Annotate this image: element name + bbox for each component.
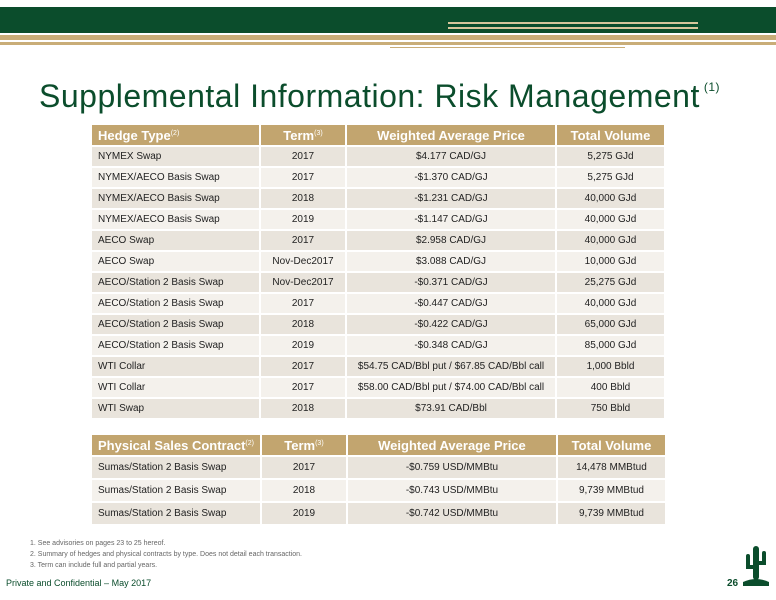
cell-price: $58.00 CAD/Bbl put / $74.00 CAD/Bbl call (347, 378, 555, 397)
cell-volume: 40,000 GJd (557, 189, 664, 208)
cell-price: $2.958 CAD/GJ (347, 231, 555, 250)
table-row (92, 336, 664, 355)
footnote-1: 1. See advisories on pages 23 to 25 hereof. (30, 540, 166, 547)
cell-volume: 40,000 GJd (557, 210, 664, 229)
cell-volume: 5,275 GJd (557, 168, 664, 187)
cell-term: 2018 (261, 189, 345, 208)
cell-price: -$1.147 CAD/GJ (347, 210, 555, 229)
table-row (92, 189, 664, 208)
cell-volume: 9,739 MMBtud (558, 503, 665, 524)
cell-price: -$0.447 CAD/GJ (347, 294, 555, 313)
cell-term: 2017 (261, 231, 345, 250)
cell-type: NYMEX/AECO Basis Swap (92, 168, 259, 187)
banner-stripe (448, 27, 698, 29)
cell-volume: 40,000 GJd (557, 294, 664, 313)
cell-volume: 14,478 MMBtud (558, 457, 665, 478)
cell-term: 2019 (261, 210, 345, 229)
cell-price: -$0.742 USD/MMBtu (348, 503, 556, 524)
cell-type: NYMEX Swap (92, 147, 259, 166)
table-row (92, 378, 664, 397)
header-volume: Total Volume (558, 435, 665, 455)
cell-type: NYMEX/AECO Basis Swap (92, 189, 259, 208)
cell-type: Sumas/Station 2 Basis Swap (92, 480, 260, 501)
cell-term: 2017 (261, 294, 345, 313)
banner-tan-band (0, 35, 776, 40)
banner-line (390, 47, 625, 48)
cell-type: AECO/Station 2 Basis Swap (92, 273, 259, 292)
header-volume: Total Volume (557, 125, 664, 145)
cell-term: Nov-Dec2017 (261, 252, 345, 271)
physical-table-body (92, 457, 665, 524)
cell-price: -$0.348 CAD/GJ (347, 336, 555, 355)
physical-sales-table (90, 433, 667, 526)
cell-term: 2018 (261, 315, 345, 334)
page-number: 26 (727, 578, 739, 589)
hedge-table (90, 123, 666, 420)
header-price: Weighted Average Price (348, 435, 556, 455)
cell-type: AECO Swap (92, 252, 259, 271)
banner-tan-band (0, 42, 776, 45)
cell-type: AECO/Station 2 Basis Swap (92, 294, 259, 313)
cell-term: Nov-Dec2017 (261, 273, 345, 292)
cell-volume: 1,000 Bbld (557, 357, 664, 376)
table-row (92, 210, 664, 229)
cell-volume: 750 Bbld (557, 399, 664, 418)
cell-price: -$0.743 USD/MMBtu (348, 480, 556, 501)
cell-volume: 10,000 GJd (557, 252, 664, 271)
cell-type: NYMEX/AECO Basis Swap (92, 210, 259, 229)
table-row (92, 480, 665, 501)
table-row (92, 457, 665, 478)
cell-volume: 5,275 GJd (557, 147, 664, 166)
table-row (92, 273, 664, 292)
cell-price: -$0.759 USD/MMBtu (348, 457, 556, 478)
cell-volume: 40,000 GJd (557, 231, 664, 250)
footnotes (30, 538, 302, 571)
cell-price: $4.177 CAD/GJ (347, 147, 555, 166)
cell-type: AECO Swap (92, 231, 259, 250)
cell-price: -$0.371 CAD/GJ (347, 273, 555, 292)
cell-term: 2019 (262, 503, 346, 524)
cell-price: $54.75 CAD/Bbl put / $67.85 CAD/Bbl call (347, 357, 555, 376)
cell-volume: 25,275 GJd (557, 273, 664, 292)
header-price: Weighted Average Price (347, 125, 555, 145)
cell-term: 2017 (262, 457, 346, 478)
cactus-logo-icon (742, 542, 770, 588)
cell-term: 2017 (261, 378, 345, 397)
cell-type: WTI Collar (92, 357, 259, 376)
table-row (92, 294, 664, 313)
table-row (92, 357, 664, 376)
table-row (92, 503, 665, 524)
cell-term: 2019 (261, 336, 345, 355)
footer-confidential: Private and Confidential – May 2017 (6, 578, 152, 588)
cell-type: AECO/Station 2 Basis Swap (92, 336, 259, 355)
cell-type: Sumas/Station 2 Basis Swap (92, 457, 260, 478)
cell-price: -$0.422 CAD/GJ (347, 315, 555, 334)
footnote-2: 2. Summary of hedges and physical contracts by type. Does not detail each transaction. (30, 551, 302, 558)
hedge-table-header (92, 125, 664, 145)
table-row (92, 231, 664, 250)
table-row (92, 147, 664, 166)
cell-term: 2017 (261, 147, 345, 166)
page-title (39, 78, 720, 115)
header-term: Term$^{(3)}$ (262, 435, 346, 455)
cell-volume: 9,739 MMBtud (558, 480, 665, 501)
cell-term: 2018 (262, 480, 346, 501)
cell-price: -$1.370 CAD/GJ (347, 168, 555, 187)
table-row (92, 399, 664, 418)
cell-volume: 400 Bbld (557, 378, 664, 397)
header-term: Term$^{(3)}$ (261, 125, 345, 145)
table-row (92, 315, 664, 334)
cell-type: WTI Swap (92, 399, 259, 418)
cell-type: Sumas/Station 2 Basis Swap (92, 503, 260, 524)
table-row (92, 168, 664, 187)
cell-term: 2017 (261, 357, 345, 376)
cell-volume: 65,000 GJd (557, 315, 664, 334)
cell-price: -$1.231 CAD/GJ (347, 189, 555, 208)
header-hedge-type: Hedge Type$^{(2)}$ (92, 125, 259, 145)
cell-type: WTI Collar (92, 378, 259, 397)
banner-stripe (448, 22, 698, 24)
footnote-3: 3. Term can include full and partial years. (30, 562, 158, 569)
header-physical-contract: Physical Sales Contract$^{(2)}$ (92, 435, 260, 455)
hedge-table-body (92, 147, 664, 418)
top-banner (0, 7, 776, 33)
cell-term: 2017 (261, 168, 345, 187)
cell-volume: 85,000 GJd (557, 336, 664, 355)
cell-term: 2018 (261, 399, 345, 418)
physical-table-header (92, 435, 665, 455)
table-row (92, 252, 664, 271)
title-footnote-marker: (1) (703, 80, 720, 94)
cell-type: AECO/Station 2 Basis Swap (92, 315, 259, 334)
cell-price: $3.088 CAD/GJ (347, 252, 555, 271)
cell-price: $73.91 CAD/Bbl (347, 399, 555, 418)
page-title-text: Supplemental Information: Risk Management (39, 78, 700, 114)
